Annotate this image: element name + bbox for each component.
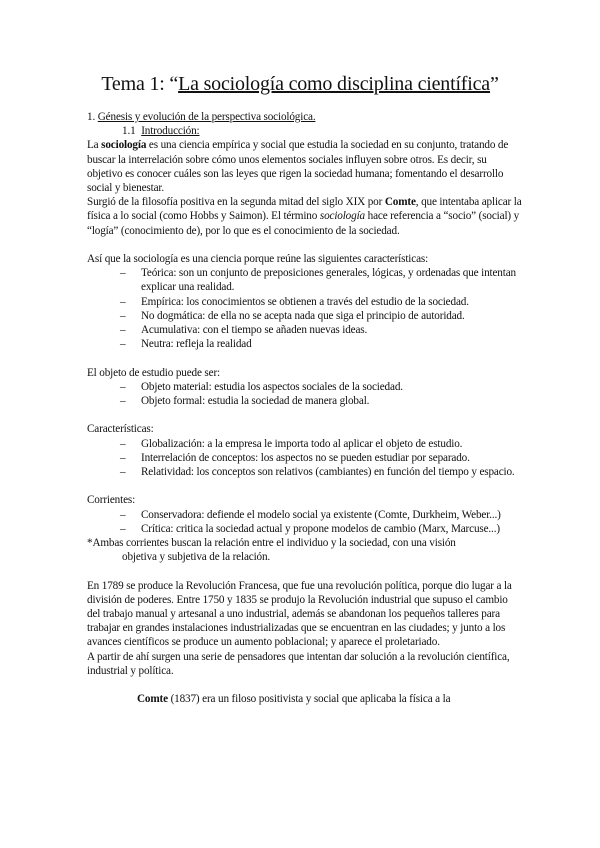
comte-bold: Comte — [137, 693, 168, 706]
object-intro: El objeto de estudio puede ser: — [87, 366, 220, 379]
intro-p2-mid: , que intentaba aplicar la física a lo social (como Hobbs y Saimon). El término — [87, 196, 522, 223]
list-item — [87, 337, 522, 351]
subsection-heading — [87, 124, 522, 138]
list-item-text: Teórica: son un conjunto de preposiciones generales, lógicas, y ordenadas que intentan explicar una realidad. — [141, 267, 516, 294]
spacer — [87, 564, 522, 578]
subsection-title: Introducción: — [141, 125, 200, 138]
list-item-text: Conservadora: defiende el modelo social ya existente (Comte, Durkheim, Weber...) — [141, 508, 501, 521]
list-item-text: Acumulativa: con el tiempo se añaden nuevas ideas. — [141, 324, 368, 337]
intro-p1-pre: La — [87, 139, 102, 152]
dash-mark: – — [120, 522, 126, 535]
intro-p2-italic: sociología — [319, 210, 365, 223]
comte-paragraph — [87, 692, 522, 706]
section-title: Génesis y evolución de la perspectiva sociológica. — [97, 111, 316, 123]
dash-mark: – — [120, 466, 126, 479]
objects-list — [87, 380, 522, 408]
currents-intro: Corrientes: — [87, 494, 136, 507]
list-item — [87, 451, 522, 465]
intro-paragraph-2 — [87, 195, 522, 238]
characteristics-intro: Así que la sociología es una ciencia porque reúne las siguientes características: — [87, 253, 429, 266]
intro-p1-bold: sociología — [101, 139, 147, 152]
list-item — [87, 380, 522, 394]
list-item-text: Globalización: a la empresa le importa todo al aplicar el objeto de estudio. — [141, 437, 463, 450]
comte-text: (1837) era un filoso positivista y social que aplicaba la física a la — [167, 693, 451, 706]
intro-paragraph-1 — [87, 138, 522, 195]
list-item — [87, 394, 522, 408]
dash-mark: – — [120, 395, 126, 408]
spacer — [87, 238, 522, 252]
history-paragraph-1: En 1789 se produce la Revolución Francesa, que fue una revolución política, porque dio lugar a la división de poderes. Entre 1750 y 1835 se produjo la Revolución industrial que supuso el cambio del trabajo manual y artesanal a uno industrial, además se abandonan los pequeños talleres para trabajar en grandes instalaciones industrializadas que se encuentran en las ciudades; y junto a los avances científicos se produce un aumento poblacional; y aparece el proletariado. — [87, 579, 512, 649]
currents-list — [87, 508, 522, 536]
dash-mark: – — [120, 338, 126, 351]
list-item-text: Objeto formal: estudia la sociedad de manera global. — [141, 395, 370, 408]
list-item — [87, 309, 522, 323]
spacer — [87, 408, 522, 422]
list-item-text: Relatividad: los conceptos son relativos (cambiantes) en función del tiempo y espacio. — [141, 466, 515, 479]
list-item — [87, 295, 522, 309]
list-item — [87, 437, 522, 451]
subsection-number: 1.1 — [122, 125, 139, 138]
list-item — [87, 323, 522, 337]
document-title — [0, 72, 600, 96]
characteristics-list — [87, 266, 522, 351]
document-body — [87, 110, 522, 706]
history-paragraph-2: A partir de ahí surgen una serie de pensadores que intentan dar solución a la revolución científica, industrial y política. — [87, 650, 510, 677]
dash-mark: – — [120, 295, 126, 308]
section-number: 1. — [87, 111, 98, 123]
title-suffix: ” — [489, 73, 499, 95]
dash-mark: – — [120, 437, 126, 450]
dash-mark: – — [120, 451, 126, 464]
list-item-text: Interrelación de conceptos: los aspectos no se pueden estudiar por separado. — [141, 451, 470, 464]
intro-p2-pre: Surgió de la filosofía positiva en la segunda mitad del siglo XIX por — [87, 196, 385, 209]
spacer — [87, 678, 522, 692]
features-intro: Características: — [87, 423, 154, 436]
dash-mark: – — [120, 508, 126, 521]
title-prefix: Tema 1: “ — [101, 73, 179, 95]
intro-p2-bold: Comte — [384, 196, 416, 209]
list-item-text: No dogmática: de ella no se acepta nada que siga el principio de autoridad. — [141, 309, 465, 322]
list-item-text: Objeto material: estudia los aspectos sociales de la sociedad. — [141, 380, 403, 393]
intro-p2-post: hace referencia a “socio” (social) y “logía” (conocimiento de), por lo que es el conocimiento de la sociedad. — [87, 210, 520, 237]
spacer — [87, 351, 522, 365]
dash-mark: – — [120, 309, 126, 322]
dash-mark: – — [120, 380, 126, 393]
section-heading — [87, 110, 522, 124]
list-item — [87, 522, 522, 536]
intro-p1-post: es una ciencia empírica y social que estudia la sociedad en su conjunto, tratando de buscar la interrelación sobre cómo unos elementos sociales influyen sobre otros. Es decir, su objetivo es conocer cuáles son las leyes que rigen la sociedad humana; fomentando el desarrollo social y bienestar. — [87, 139, 509, 195]
spacer — [87, 479, 522, 493]
list-item-text: Neutra: refleja la realidad — [141, 338, 252, 351]
currents-note-line-2: objetiva y subjetiva de la relación. — [122, 551, 271, 564]
list-item — [87, 266, 522, 294]
list-item-text: Empírica: los conocimientos se obtienen a través del estudio de la sociedad. — [141, 295, 469, 308]
title-underlined: La sociología como disciplina científica — [178, 73, 490, 95]
list-item — [87, 508, 522, 522]
list-item-text: Crítica: critica la sociedad actual y propone modelos de cambio (Marx, Marcuse...) — [141, 522, 500, 535]
currents-note-line-1: *Ambas corrientes buscan la relación entre el individuo y la sociedad, con una visión — [87, 537, 456, 550]
list-item — [87, 465, 522, 479]
dash-mark: – — [120, 267, 126, 280]
features-list — [87, 437, 522, 480]
dash-mark: – — [120, 324, 126, 337]
